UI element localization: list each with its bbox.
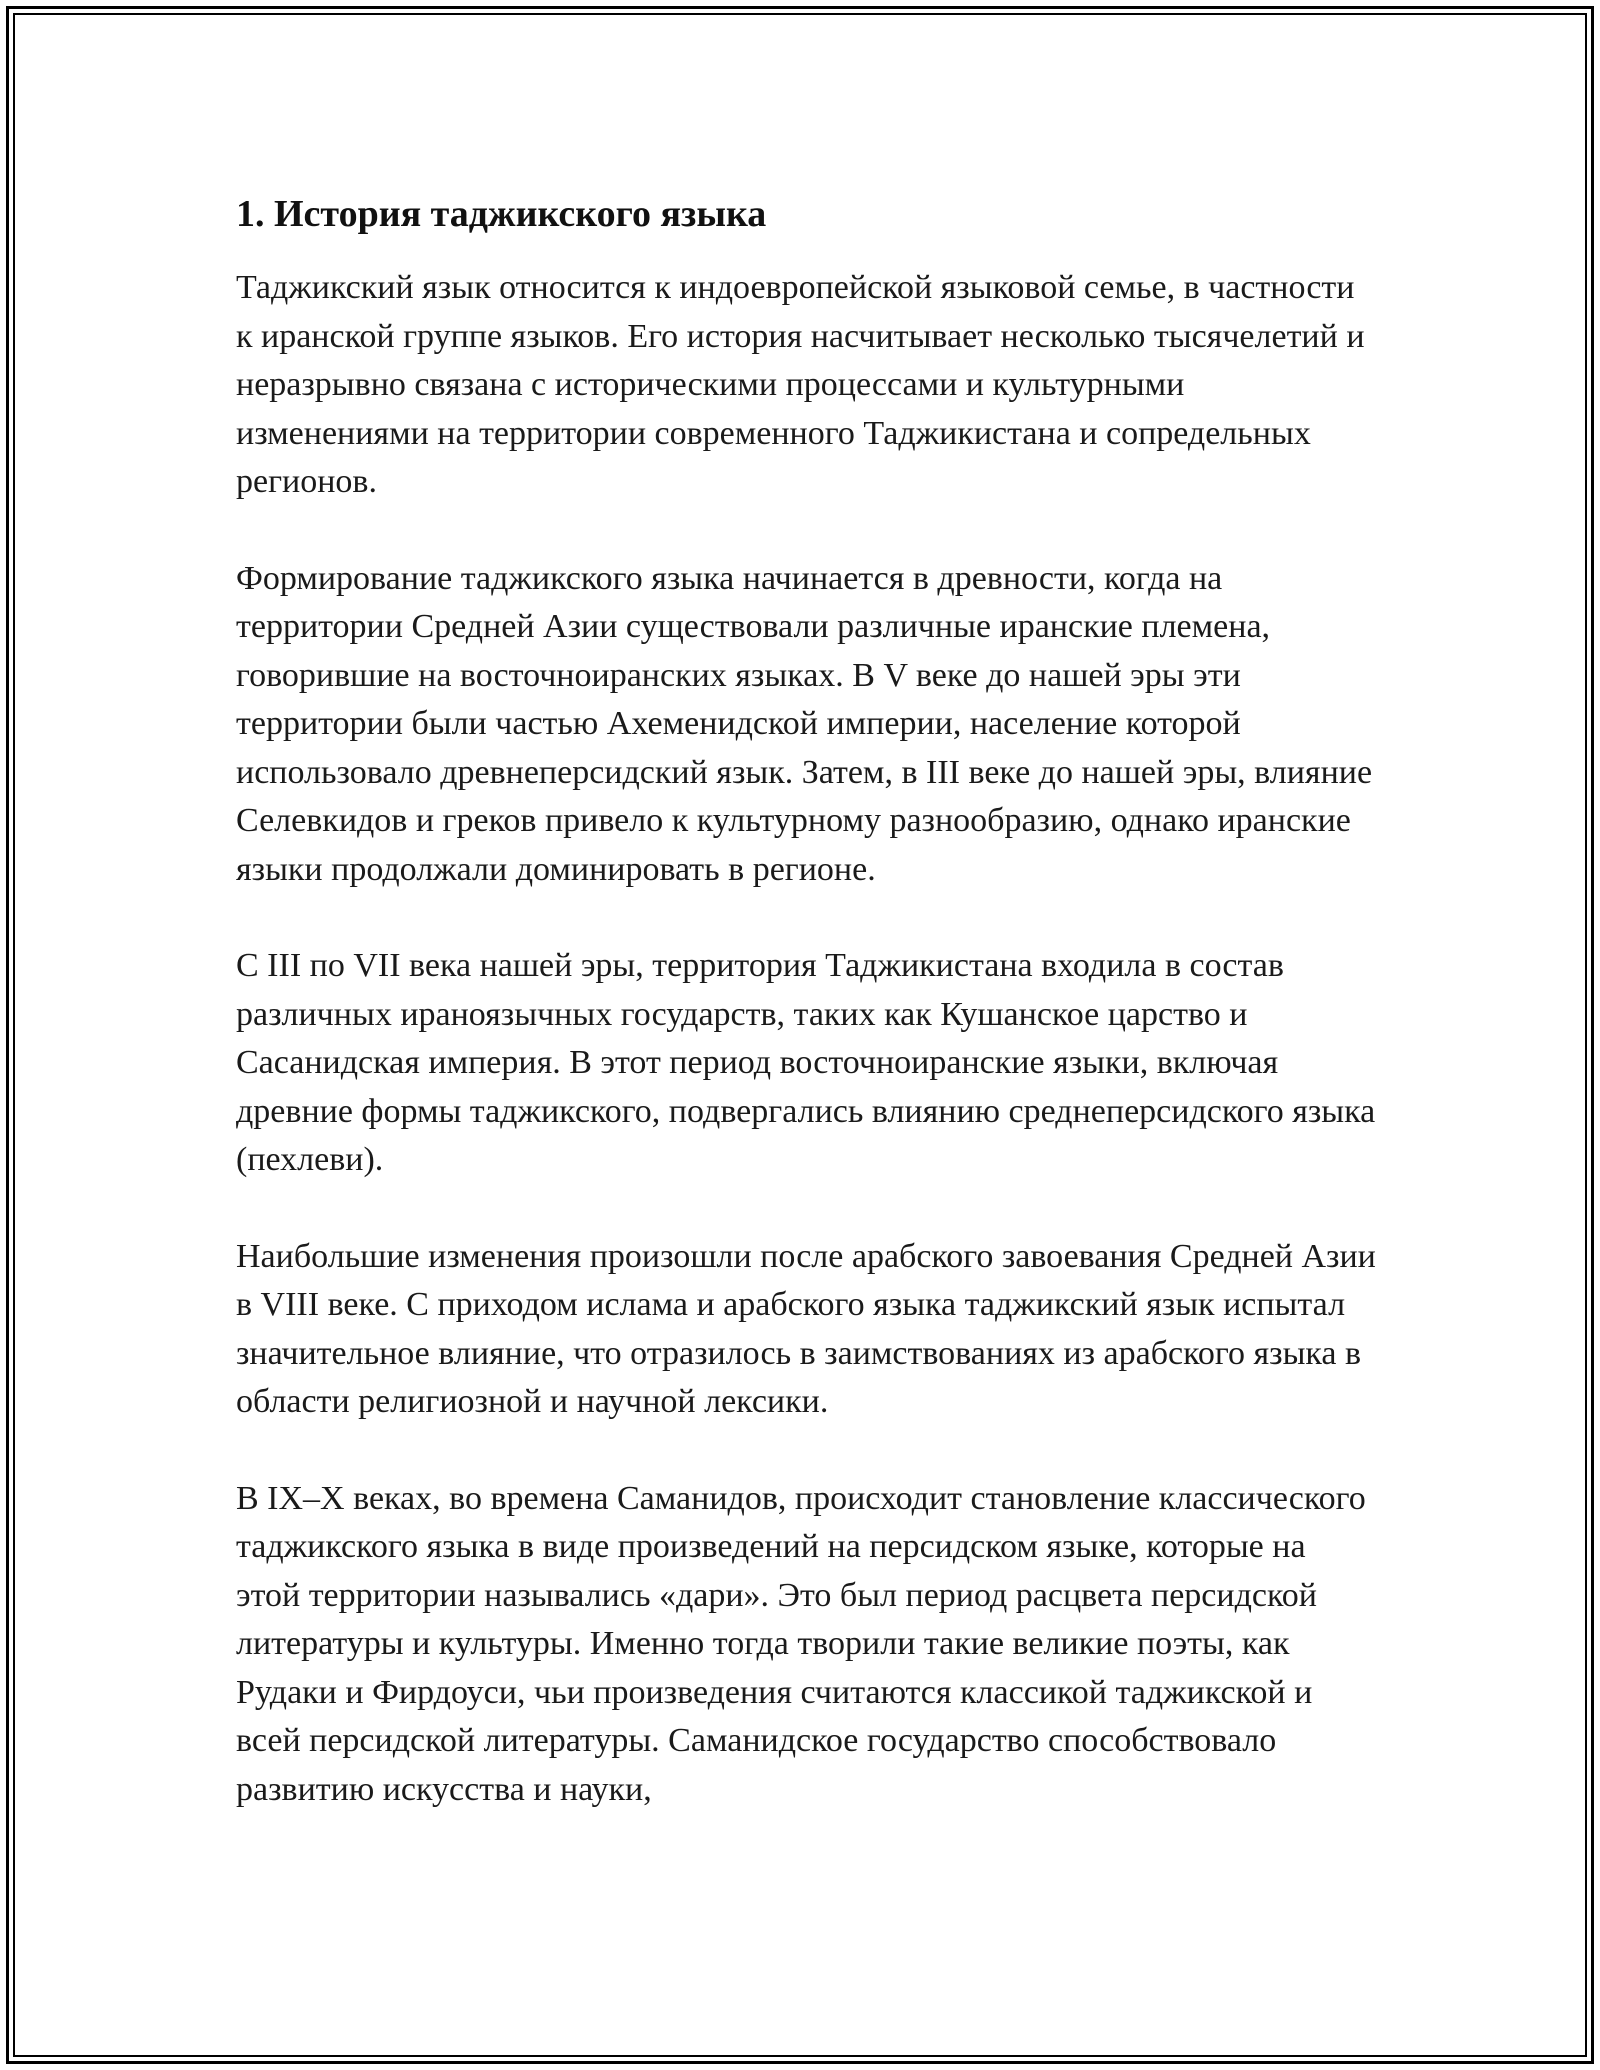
paragraph-3: С III по VII века нашей эры, территория Таджикистана входила в состав различных ираноязычных государств, таких как Кушанское царство и Сасанидская империя. В этот период восточноиранские языки, включая древние формы таджикского, подвергались влиянию среднеперсидского языка (пехлеви).: [236, 947, 1376, 1178]
paragraph-1: Таджикский язык относится к индоевропейской языковой семье, в частности к иранской группе языков. Его история насчитывает несколько тысячелетий и неразрывно связана с историческими процессами и культурными изменениями на территории современного Таджикистана и сопредельных регионов.: [236, 269, 1365, 500]
section-heading: 1. История таджикского языка: [236, 193, 767, 235]
paragraph-4: Наибольшие изменения произошли после арабского завоевания Средней Азии в VIII веке. С приходом ислама и арабского языка таджикский язык испытал значительное влияние, что отразилось в заимствованиях из арабского языка в области религиозной и научной лексики.: [236, 1237, 1376, 1420]
paragraph-5: В IX–X веках, во времена Саманидов, происходит становление классического таджикского языка в виде произведений на персидском языке, которые на этой территории назывались «дари». Это был период расцвета персидской литературы и культуры. Именно тогда творили такие великие поэты, как Рудаки и Фирдоуси, чьи произведения считаются классикой таджикской и всей персидской литературы. Саманидское государство способствовало развитию искусства и науки,: [236, 1479, 1366, 1808]
document-body: [236, 186, 1376, 1862]
paragraph-2: Формирование таджикского языка начинается в древности, когда на территории Средней Азии существовали различные иранские племена, говорившие на восточноиранских языках. В V веке до нашей эры эти территории были частью Ахеменидской империи, население которой использовало древнеперсидский язык. Затем, в III веке до нашей эры, влияние Селевкидов и греков привело к культурному разнообразию, однако иранские языки продолжали доминировать в регионе.: [236, 559, 1373, 888]
